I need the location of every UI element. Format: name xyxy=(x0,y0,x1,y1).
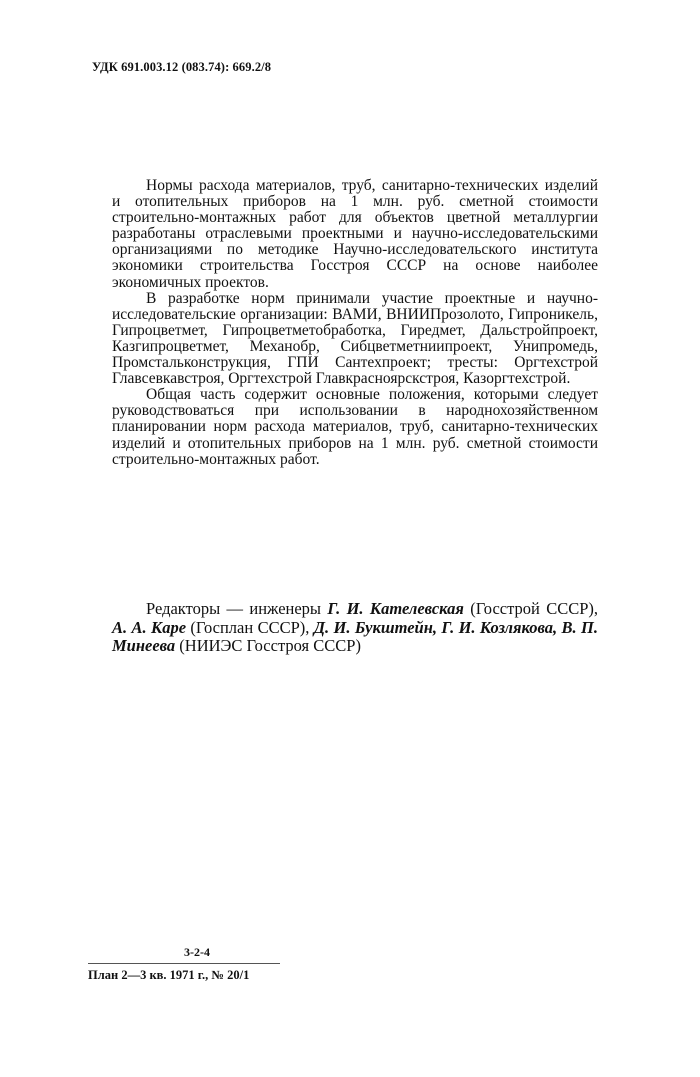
paragraph-participants: В разработке норм принимали участие проектные и научно-исследовательские организации: ВАМИ, ВНИИПрозолото, Гипроникель, Гипроцветмет, Гипроцветметобработка, Гиредмет, Дальстройпроект, Казгипроцветмет, Механобр, Сибцветметниипроект, Унипромедь, Промстальконструкция, ГПИ Сантехпроект; тресты: Оргтехстрой Главсевкавстроя, Оргтехстрой Главкрасноярскстроя, Казоргтехстрой. xyxy=(112,289,598,388)
publication-plan: План 2—3 кв. 1971 г., № 20/1 xyxy=(88,968,250,982)
paragraph-purpose: Нормы расхода материалов, труб, санитарно-технических изделий и отопительных приборов на 1 млн. руб. сметной стоимости строительно-монтажных работ для объектов цветной металлургии разработаны отраслевыми проектными и научно-исследовательскими организациями по методике Научно-исследовательского института экономики строительства Госстроя СССР на основе наиболее экономичных проектов. xyxy=(112,177,598,291)
editors-lead: Редакторы — инженеры xyxy=(146,599,328,618)
editor-org: (Госплан СССР), xyxy=(186,617,314,637)
imprint-footer xyxy=(88,945,280,983)
editors-paragraph xyxy=(112,600,598,656)
editor-name: Г. И. Кателевская xyxy=(327,599,464,618)
imprint-code: 3-2-4 xyxy=(184,945,210,959)
udk-classification: УДК 691.003.12 (083.74): 669.2/8 xyxy=(92,60,272,74)
paragraph-general-part: Общая часть содержит основные положения, которыми следует руководствоваться при использовании в народнохозяйственном планировании норм расхода материалов, труб, санитарно-технических изделий и отопительных приборов на 1 млн. руб. сметной стоимости строительно-монтажных работ. xyxy=(112,386,598,468)
editor-org: (Госстрой СССР), xyxy=(463,599,599,618)
editor-org: (НИИЭС Госстроя СССР) xyxy=(175,636,361,655)
abstract-text xyxy=(112,178,598,468)
editor-name: Д. И. Букштейн, Г. И. Козлякова, В. П. Минеева xyxy=(112,617,598,655)
editors-block xyxy=(112,600,598,656)
divider xyxy=(88,963,280,964)
editor-name: А. А. Каре xyxy=(112,617,187,637)
